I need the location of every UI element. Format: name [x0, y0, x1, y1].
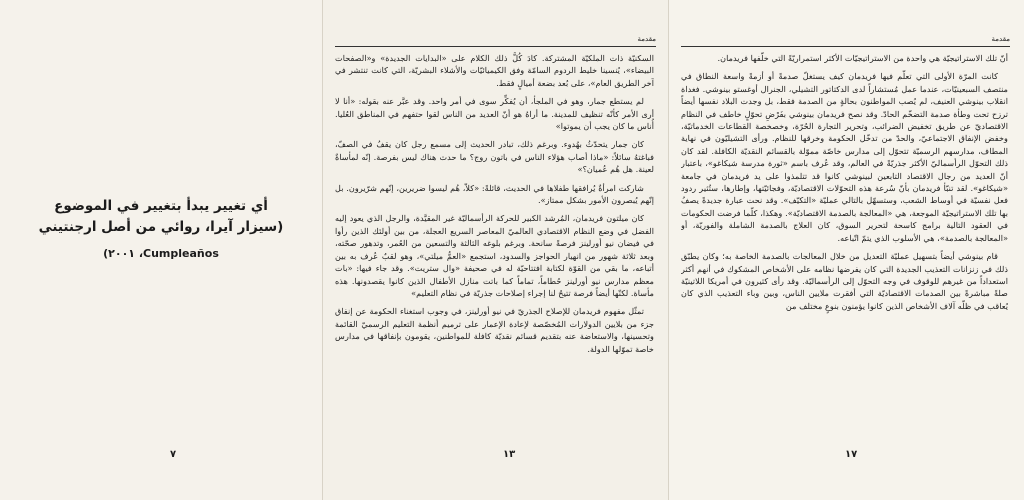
paragraph: السكنيّة ذات الملكيّة المشتركة. كادَ كُلُّ ذلك الكلام على «البدايات الجديدة» و«الصفحات البيضاء»، يُنسينا خليط الردوم السامّة وفق الكيميائيّات والأشلاء البشريّة، التي كانت تنتشر في آخر الطريق العام»، على بُعد بضعة أميالٍ فقط.: [335, 53, 654, 88]
middle-page: [322, 0, 668, 500]
paragraph: أنّ تلك الاستراتيجيّة هي واحدة من الاستراتيجيّات الأكثر استمراريّةً التي خلّفها فريدمان.: [717, 53, 1008, 63]
paragraph: كان جمار يتحدّثُ بهُدوء. وبرغم ذلك، تبادر الحديث إلى مسمع رجل كان يقفُ في الصفّ، فباغتهُ سائلاً: «ماذا أصاب هؤلاء الناس في باتون روج؟ ما حدث هناك ليس بفرصة. إنّه لمأساةٌ لعينة. هل هُم عُميان؟»: [335, 139, 654, 175]
running-head-label: مقدمة: [991, 35, 1010, 43]
epigraph-block: [14, 196, 308, 264]
paragraph: تمثّل مفهوم فريدمان للإصلاح الجذريّ في نيو أورلينز، في وجوب استغناء الحكومة عن إنفاق جزء من بلايين الدولارات المُخصّصة لإعادة الإعمار على ترميم أنظمة التعليم الرسميّ القائمة وتحسينها، والاستعاضة عنه بتقديم قسائم نقديّة كافلة للمواطنين، يقومون بإنفاقها في مدارس خاصة تموّلها الدولة.: [335, 306, 654, 354]
page-number-right: ١٧: [845, 449, 858, 460]
left-page: [0, 0, 322, 500]
right-page: [668, 0, 1024, 500]
running-head-right: [681, 34, 1010, 47]
page-number-left: ٧: [170, 449, 177, 460]
running-head-label: مقدمة: [637, 35, 656, 43]
paragraph: كان ميلتون فريدمان، المُرشد الكبير للحركة الرأسماليّة غير المقيَّدة، والرجل الذي يعود إليه الفضل في وضع النظام الاقتصادي العالميّ المعاصر السريع العجلة، من بين أولئك الذين رأوا في فيضان نيو أورلينز فرصةً سانحة. وبرغم بلوغه الثالثة والتسعين من العُمر، وتدهور صحّته، وبعد ثلاثة شهور من انهيار الحواجز والسدود، استجمع «العمُّ ميلتي»، وهو لقبٌ عُرف به بين أتباعه، ما بقي من القوّة لكتابة افتتاحيّة له في صحيفة «وال ستريت». وقد جاء فيها: «بات معظم مدارس نيو أورلينز حُطاماً، تماماً كما باتت منازل الأطفال الذين كانوا يقصدونها. هذه مأساة. لكنّها أيضاً فرصة تتيحُ لنا إجراء إصلاحات جذريّة في نظام التعليم»: [335, 213, 654, 298]
running-head-middle: [335, 34, 656, 47]
epigraph-line-1: أي تغيير يبدأ بتغيير في الموضوع: [54, 198, 268, 214]
page-number-middle: ١٣: [503, 449, 516, 460]
paragraph: لم يستطع جمار، وهو في الملجأ، أن يُفكِّر سوى في أمر واحد. وقد عبَّر عنه بقوله: «أنا لا أرى الأمر كأنّه تنظيف للمدينة. ما أراهُ هو أنّ العديد من الناس لقوا حتفهم في المناطق العُليا. أُناس ما كان يجب أن يموتوا»: [335, 96, 654, 132]
middle-text-column: [335, 52, 654, 430]
right-text-column: [681, 52, 1008, 430]
epigraph-line-2: (سيزار آيرا، روائي من أصل ارجنتيني: [38, 219, 284, 235]
paragraph: قام بينوشي أيضاً بتسهيل عمليّة التعديل من خلال المعالجات بالصدمة الخاصة به؛ وكان يطبّق ذلك في زنزانات التعذيب الجديدة التي كان يفرضها نظامه على الأشخاص المشكوك في أنهم أكثر استعداداً من غيرهم للوقوف في وجه التحوّل إلى الرأسماليّة. وقد رأى كثيرون في أمريكا اللاتينيّة صلةً مباشرةً بين الصدمات الاقتصاديّة التي أفقرت ملايين الناس، وبين وباء التعذيب الذي كان يُعاقب في ظلّه آلاف الأشخاص الذين كانوا يؤمنون بنوعٍ مختلف من: [681, 251, 1008, 311]
epigraph-line-3: Cumpleaños، ٢٠٠١): [103, 247, 219, 260]
paragraph: كانت المرّة الأولى التي تعلّم فيها فريدمان كيف يستغلّ صدمةً أو أزمةً واسعة النطاق في منتصف السبعينيّات، عندما عمل مُستشاراً لدى الدكتاتور التشيلي، الجنرال أوغستو بينوشي. فغداة انقلاب بينوشي العنيف، لم يُصب المواطنون بحالةٍ من الصدمة فقط، بل وجدت البلاد نفسها أيضاً ترزح تحت وطأة صدمة التضخّم الحادّ. وقد نصح فريدمان بينوشي بفَرْضِ تحوّلٍ خاطف في النظام الاقتصاديّ عن طريق تخفيض الضرائب، وتحرير التجارة الحُرّة، وخصخصة القطاعات الخدماتيّة، وخفض الإنفاق الاجتماعيّ، والحدّ من تدخّل الحكومة وخرقها للنظام. ورأى التشيليّون في نهاية المطاف، مدارسهم الرسميّة تتحوّل إلى مدارس خاصّة مموّلة بالقسائم النقديّة الكافلة. لقد كان ذلك التحوّل الرأسماليّ الأكثر جذريّةً في العالم، وقد عُرف باسم «ثورة مدرسة شيكاغو»، باعتبار أنّ العديد من رجال الاقتصاد التابعين لبينوشي كانوا قد تتلمذوا على يد فريدمان في جامعة «شيكاغو». لقد تنبّأ فريدمان بأنّ سُرعة هذه التحوّلات الاقتصاديّة، وفجائيّتها، وإطارها، ستُثير ردود فعل نفسيّة في أوساط الشعب، وستسهّل بالتالي عمليّة «التكيّف». وقد نحت عبارة جديدةً يصفُ بها تلك الاستراتيجيّة الموجعة، هي «المعالجة بالصدمة الاقتصاديّة». وهكذا، كلّما فرضت الحكومات في العقود التالية برامج كاسحة لتحرير السوق، كان العلاج بالصدمة الشاملة والفوريّة، أو «المعالجة بالصدمة»، هي الأسلوب الذي يتمّ اتّباعه.: [681, 71, 1008, 243]
paragraph: شاركت امرأةٌ يُرافقها طفلاها في الحديث، قائلةً: «كلاّ، هُم ليسوا ضريرين، إنّهم شرّيرون. بل إنّهم يُبصرون الأمور بشكل ممتاز».: [335, 182, 654, 206]
